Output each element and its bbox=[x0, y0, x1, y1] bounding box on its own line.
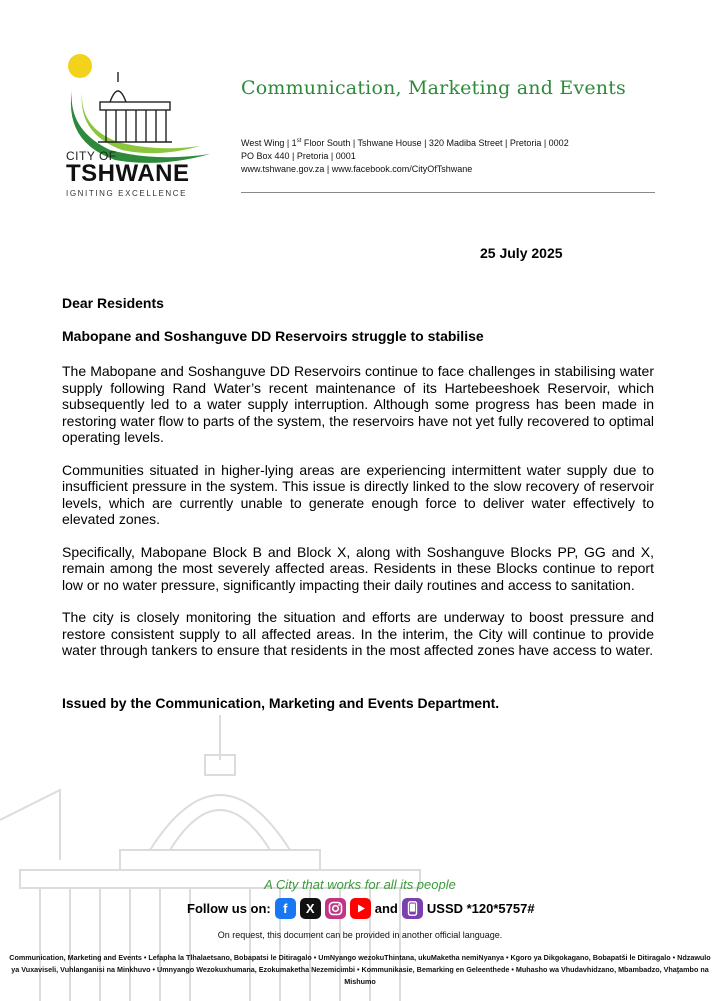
and-label: and bbox=[374, 900, 398, 916]
facebook-icon[interactable]: f bbox=[275, 898, 296, 919]
address-line-3: www.tshwane.gov.za | www.facebook.com/CityOfTshwane bbox=[241, 164, 473, 174]
header-divider bbox=[241, 192, 655, 193]
logo-sun-icon bbox=[68, 54, 92, 78]
paragraph: Communities situated in higher-lying areas are experiencing intermittent water supply due to insufficient pressure in the system. This issue is directly linked to the slow recovery of reservoir levels, which are currently unable to generate enough force to deliver water effectively to elevated zones. bbox=[62, 461, 654, 527]
letter-heading: Mabopane and Soshanguve DD Reservoirs struggle to stabilise bbox=[62, 328, 484, 344]
language-notice: On request, this document can be provided in another official language. bbox=[217, 930, 503, 940]
youtube-icon[interactable] bbox=[350, 898, 371, 919]
follow-label: Follow us on: bbox=[187, 900, 271, 916]
salutation: Dear Residents bbox=[62, 295, 164, 311]
social-follow-bar bbox=[187, 895, 535, 921]
address-block bbox=[241, 135, 569, 176]
logo-name: TSHWANE bbox=[66, 160, 190, 187]
paragraph: The city is closely monitoring the situation and efforts are underway to boost pressure and restore consistent supply to all affected areas. In the interim, the City will continue to provide water through tankers to ensure that residents in the most affected zones have access to water. bbox=[62, 609, 654, 658]
address-line-1: West Wing | 1st Floor South | Tshwane House | 320 Madiba Street | Pretoria | 0002 bbox=[241, 138, 569, 148]
logo-wordmark bbox=[66, 149, 196, 198]
mobile-phone-icon bbox=[402, 898, 423, 919]
letter-date: 25 July 2025 bbox=[480, 245, 563, 261]
ussd-code: USSD *120*5757# bbox=[426, 900, 535, 916]
logo-city-of: CITY OF bbox=[66, 149, 117, 163]
paragraph: Specifically, Mabopane Block B and Block X, along with Soshanguve Blocks PP, GG and X, remain among the most severely affected areas. Residents in these Blocks continue to report low or no water pressure, significantly impacting their daily routines and access to sanitation. bbox=[62, 543, 654, 593]
logo-tagline: IGNITING EXCELLENCE bbox=[66, 189, 188, 198]
department-title: Communication, Marketing and Events bbox=[241, 77, 627, 99]
letter-body bbox=[62, 363, 654, 675]
x-icon[interactable]: X bbox=[300, 898, 321, 919]
address-line-2: PO Box 440 | Pretoria | 0001 bbox=[241, 151, 356, 161]
issued-by: Issued by the Communication, Marketing and Events Department. bbox=[62, 695, 500, 711]
footer-department-names: Communication, Marketing and Events • Lefapha la Tlhalaetsano, Bobapatsi le Ditiragalo • UmNyango wezokuThintana, ukuMaketha nemiNyanya • Kgoro ya Dikgokagano, Bobapatši le Ditiragalo • Ndzawulo ya Vuxaviseli, Vuhlanganisi na Minkhuvo • Umnyango Wezokuxhumana, Ezokumaketha Nezemicimbi • Kommunikasie, Bemarking en Geleenthede • Muhasho wa Vhudavhidzano, Mbambadzo, Vhaṱambo na Mishumo bbox=[9, 953, 711, 986]
paragraph: The Mabopane and Soshanguve DD Reservoirs continue to face challenges in stabilising water supply following Rand Water’s recent maintenance of its Hartebeeshoek Reservoir, which subsequently led to a water supply interruption. Although some progress has been made in restoring water flow to parts of the system, the reservoirs have not yet fully recovered to optimal operating levels. bbox=[62, 363, 654, 445]
instagram-icon[interactable] bbox=[325, 898, 346, 919]
slogan: A City that works for all its people bbox=[264, 877, 456, 892]
